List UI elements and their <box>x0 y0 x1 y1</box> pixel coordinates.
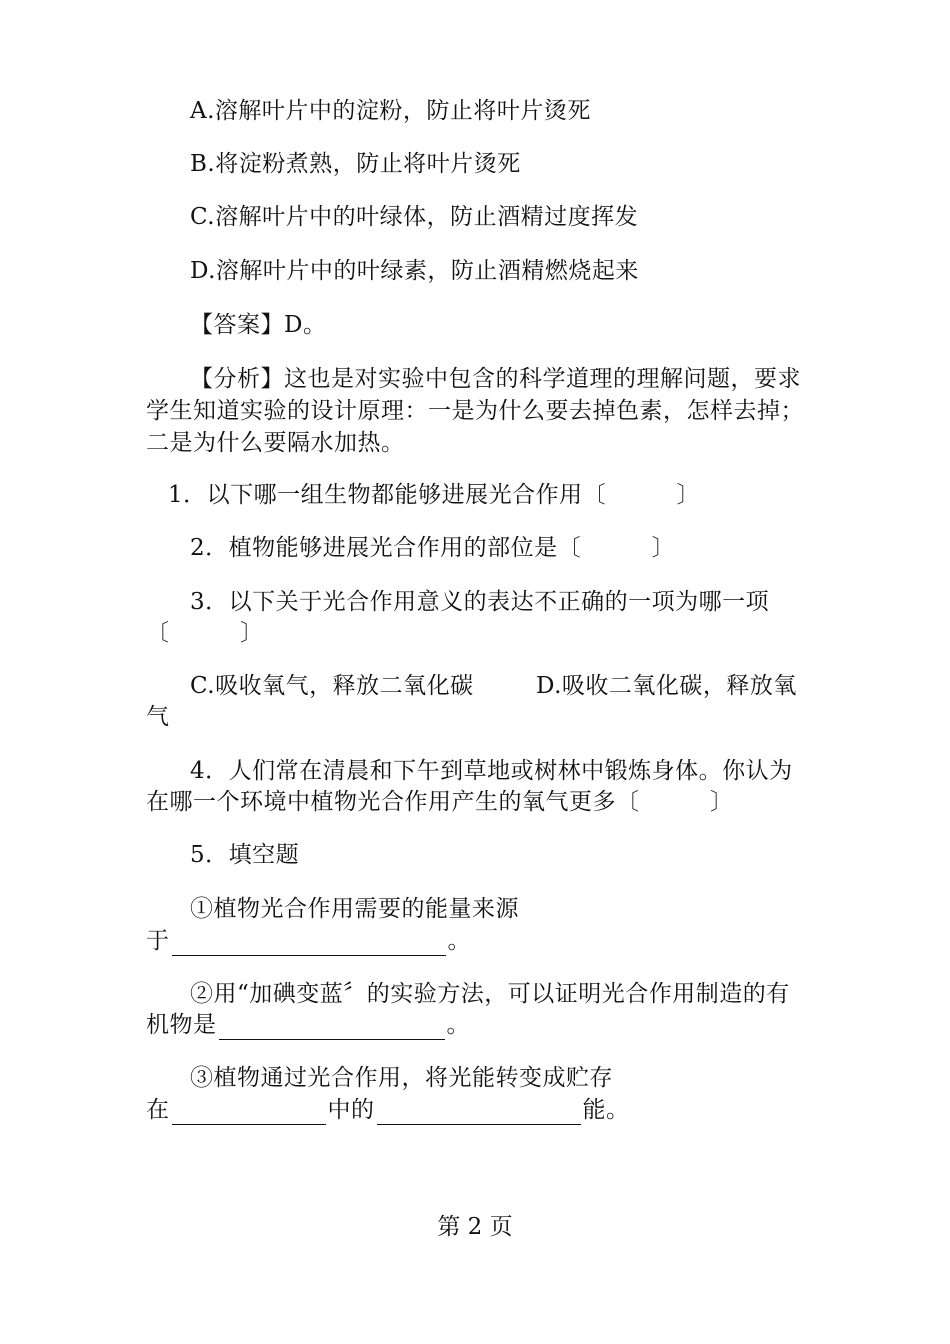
question-3-option-d: D.吸收二氧化碳，释放氧 <box>536 673 797 699</box>
question-3-option-c: C.吸收氧气，释放二氧化碳 <box>190 673 474 699</box>
fill-3-blank-2[interactable] <box>377 1098 581 1125</box>
fill-2-blank[interactable] <box>219 1013 445 1040</box>
fill-3-blank-1[interactable] <box>172 1098 326 1125</box>
answer: 【答案】D。 <box>190 312 327 338</box>
fill-1-blank[interactable] <box>172 929 446 956</box>
option-c: C.溶解叶片中的叶绿体，防止酒精过度挥发 <box>190 204 639 230</box>
analysis-line-2: 学生知道实验的设计原理：一是为什么要去掉色素，怎样去掉； <box>146 398 804 424</box>
fill-2-line-1: ②用“加碘变蓝〞的实验方法，可以证明光合作用制造的有 <box>190 981 790 1007</box>
fill-3-suffix: 能。 <box>582 1097 630 1123</box>
fill-3-line-1: ③植物通过光合作用，将光能转变成贮存 <box>190 1065 613 1091</box>
question-3-bracket: 〔 〕 <box>146 620 264 646</box>
fill-1-suffix: 。 <box>447 928 471 954</box>
analysis-line-3: 二是为什么要隔水加热。 <box>146 430 405 456</box>
fill-2-line-2 <box>146 1010 470 1040</box>
question-2: 2．植物能够进展光合作用的部位是〔 〕 <box>190 535 676 561</box>
page-footer: 第 2 页 <box>437 1214 513 1240</box>
fill-3-middle: 中的 <box>327 1097 375 1123</box>
question-1: 1．以下哪一组生物都能够进展光合作用〔 〕 <box>168 482 701 508</box>
question-4-line-2: 在哪一个环境中植物光合作用产生的氧气更多〔 〕 <box>146 789 734 815</box>
question-5: 5．填空题 <box>190 842 300 868</box>
question-3: 3．以下关于光合作用意义的表达不正确的一项为哪一项 <box>190 589 770 615</box>
question-4-line-1: 4．人们常在清晨和下午到草地或树林中锻炼身体。你认为 <box>190 758 793 784</box>
option-b: B.将淀粉煮熟，防止将叶片烫死 <box>190 151 521 177</box>
fill-3-line-2 <box>146 1095 630 1125</box>
option-d: D.溶解叶片中的叶绿素，防止酒精燃烧起来 <box>190 258 639 284</box>
option-a: A.溶解叶片中的淀粉，防止将叶片烫死 <box>190 98 591 124</box>
fill-1-line-1: ①植物光合作用需要的能量来源 <box>190 896 519 922</box>
fill-2-suffix: 。 <box>446 1012 470 1038</box>
fill-1-prefix: 于 <box>146 928 170 954</box>
analysis-line-1: 【分析】这也是对实验中包含的科学道理的理解问题，要求 <box>190 366 801 392</box>
fill-2-prefix: 机物是 <box>146 1012 217 1038</box>
fill-1-line-2 <box>146 926 471 956</box>
question-3-option-d-cont: 气 <box>146 704 170 730</box>
fill-3-prefix: 在 <box>146 1097 170 1123</box>
